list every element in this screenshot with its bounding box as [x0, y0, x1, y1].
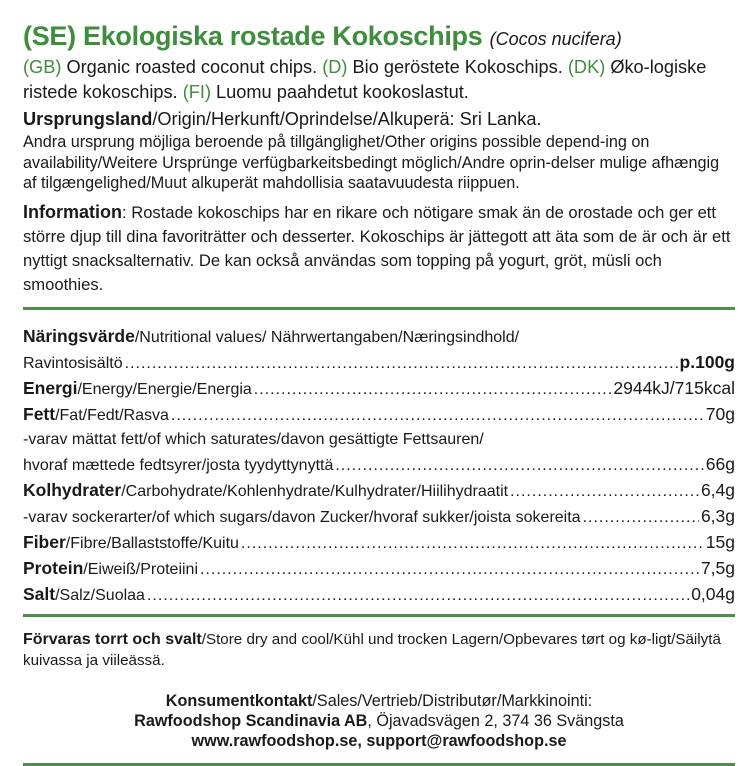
divider: [23, 614, 735, 617]
nutrition-row-salt: [23, 582, 735, 608]
origin-note: Andra ursprung möjliga beroende på tillgänglighet/Other origins possible depend-ing on availability/Weitere Ursprünge verfügbarkeitsbedingt möglich/Andre oprin-delser mulige afhængig af tilgængelighed/Muut alkuperät mahdollisia saatavuudesta riippuen.: [23, 133, 720, 192]
product-title: [23, 20, 735, 55]
fiber-label: Fiber: [23, 531, 66, 552]
lang-code-d: (D): [322, 57, 348, 77]
energy-translations: /Energy/Energie/Energia: [77, 380, 252, 398]
product-label: [23, 20, 735, 766]
contact: [23, 691, 735, 751]
dot-leader: [147, 584, 689, 608]
company-address: , Öjavadsvägen 2, 374 36 Svängsta: [367, 711, 624, 730]
dot-leader: [171, 404, 704, 428]
protein-value: 7,5g: [700, 557, 735, 578]
salt-value: 0,04g: [691, 583, 735, 604]
lang-code-gb: (GB): [23, 57, 62, 77]
nutrition-row-energy: [23, 376, 735, 402]
saturates-line2: hvoraf mættede fedtsyrer/josta tyydyttynyttä: [23, 456, 334, 474]
contact-label: Konsumentkontakt: [165, 691, 313, 710]
fat-translations: /Fat/Fedt/Rasva: [55, 406, 169, 424]
carbs-label: Kolhydrater: [23, 479, 122, 500]
information: [23, 200, 735, 297]
salt-translations: /Salz/Suolaa: [55, 586, 145, 604]
translations: [23, 55, 735, 105]
nutrition-header-rest: /Nutritional values/ Nährwertangaben/Næringsindhold/: [134, 328, 520, 346]
dot-leader: [254, 378, 612, 402]
fiber-value: 15g: [705, 531, 735, 552]
saturates-line1: -varav mättat fett/of which saturates/davon gesättigte Fettsauren/: [23, 430, 484, 448]
web-and-email: www.rawfoodshop.se, support@rawfoodshop.se: [191, 731, 567, 750]
dot-leader: [510, 480, 699, 504]
translation-d: Bio geröstete Kokoschips.: [347, 57, 568, 77]
protein-translations: /Eiweiß/Proteiini: [83, 560, 198, 578]
nutrition-row-fiber: [23, 530, 735, 556]
storage-text: /Store dry and cool/Kühl und trocken Lagern/Opbevares tørt og kø-ligt/Säilytä kuivassa ja viileässä.: [23, 630, 721, 669]
origin: [23, 107, 735, 132]
carbs-translations: /Carbohydrate/Kohlenhydrate/Kulhydrater/Hiilihydraatit: [121, 482, 509, 500]
dot-leader: [200, 558, 699, 582]
fiber-translations: /Fibre/Ballaststoffe/Kuitu: [65, 534, 239, 552]
nutrition-row-sugars: [23, 504, 735, 530]
nutrition-table: [23, 324, 735, 608]
title-main: (SE) Ekologiska rostade Kokoschips: [23, 21, 483, 51]
divider: [23, 307, 735, 310]
dot-leader: [335, 454, 703, 478]
protein-label: Protein: [23, 557, 84, 578]
storage: [23, 629, 735, 671]
salt-label: Salt: [23, 583, 56, 604]
origin-text: /Origin/Herkunft/Oprindelse/Alkuperä: Sri Lanka.: [152, 109, 542, 129]
nutrition-header-line2: Ravintosisältö: [23, 354, 123, 372]
nutrition-row-saturates: [23, 452, 735, 478]
nutrition-row-protein: [23, 556, 735, 582]
nutrition-header: [23, 324, 735, 350]
company-name: Rawfoodshop Scandinavia AB: [134, 711, 368, 730]
storage-label: Förvaras torrt och svalt: [23, 630, 202, 648]
carbs-value: 6,4g: [700, 479, 735, 500]
divider: [23, 763, 735, 766]
lang-code-fi: (FI): [182, 82, 211, 102]
contact-label-rest: /Sales/Vertrieb/Distributør/Markkinointi:: [312, 691, 593, 710]
energy-label: Energi: [23, 377, 78, 398]
nutrition-row-fat: [23, 402, 735, 428]
fat-label: Fett: [23, 403, 56, 424]
dot-leader: [241, 532, 704, 556]
dot-leader: [125, 352, 678, 376]
information-text: : Rostade kokoschips har en rikare och nötigare smak än de orostade och ger ett större djup till dina favoriträtter och desserter. Kokoschips är jättegott att äta som de är och är ett nyttigt snacksalternativ. De kan också användas som topping på yogurt, gröt, müsli och smoothies.: [23, 202, 731, 294]
energy-value: 2944kJ/715kcal: [613, 377, 735, 398]
fat-value: 70g: [705, 403, 735, 424]
information-label: Information: [23, 201, 122, 222]
translation-dk: Øko-logiske ristede kokoschips.: [23, 57, 707, 102]
title-latin-name: (Cocos nucifera): [489, 29, 622, 49]
sugars-value: 6,3g: [700, 505, 735, 526]
nutrition-row-carbs: [23, 478, 735, 504]
lang-code-dk: (DK): [567, 57, 606, 77]
nutrition-per: p.100g: [679, 351, 735, 372]
nutrition-header-bold: Näringsvärde: [23, 325, 135, 346]
sugars-label: -varav sockerarter/of which sugars/davon Zucker/hvoraf sukker/joista sokereita: [23, 508, 581, 526]
saturates-value: 66g: [705, 453, 735, 474]
dot-leader: [583, 506, 699, 530]
nutrition-row-per: [23, 350, 735, 376]
translation-fi: Luomu paahdetut kookoslastut.: [211, 82, 469, 102]
origin-label: Ursprungsland: [23, 109, 153, 129]
translation-gb: Organic roasted coconut chips.: [61, 57, 323, 77]
